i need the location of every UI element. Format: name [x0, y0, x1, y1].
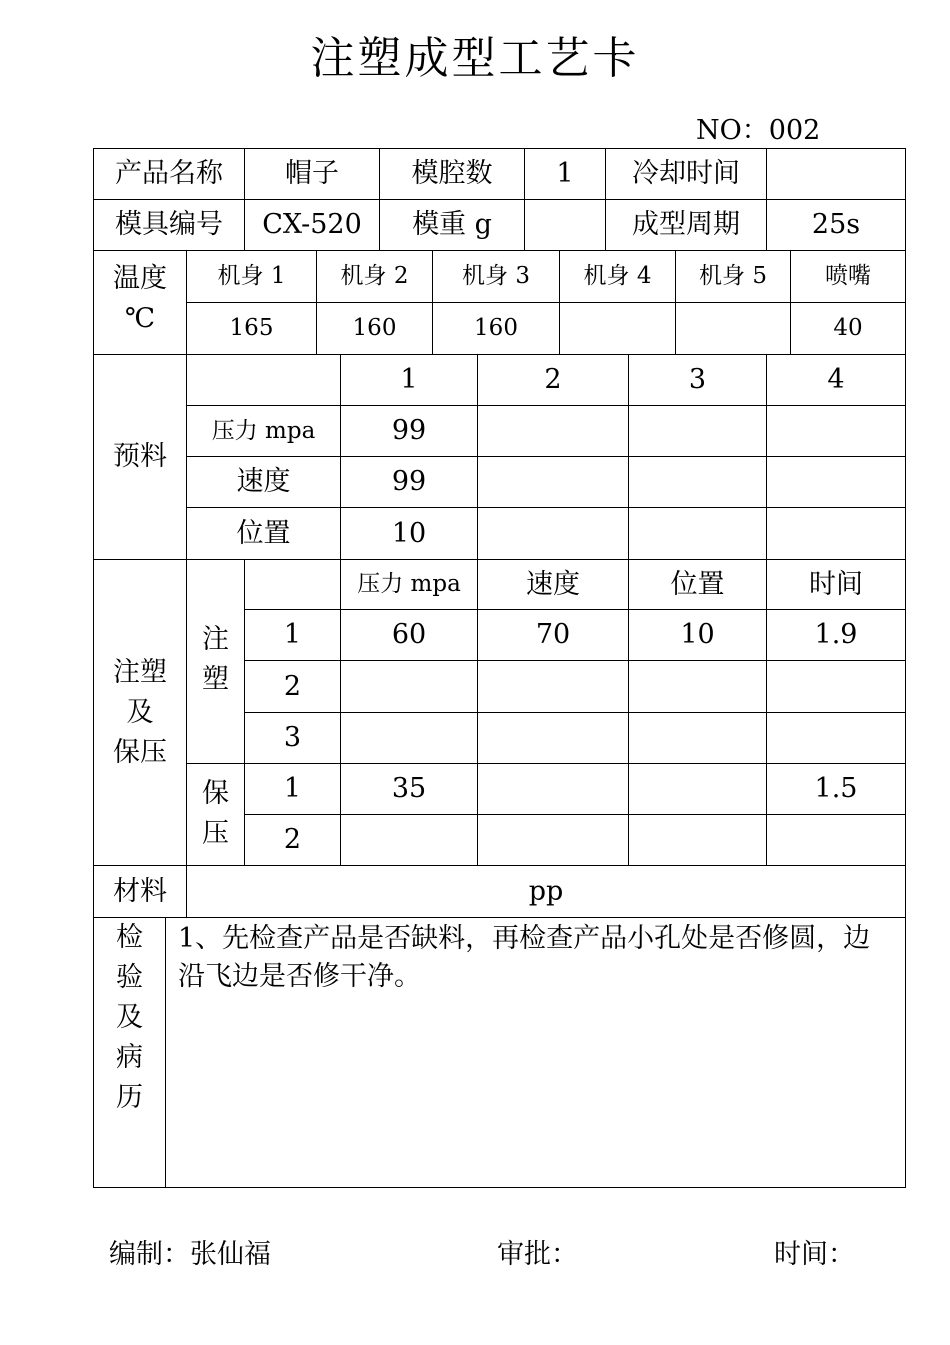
inject-stage-1-pressure: 60 — [340, 609, 478, 661]
cavity-value: 1 — [524, 148, 606, 200]
temp-zone-1-value: 165 — [186, 302, 317, 355]
preload-position-3 — [628, 507, 767, 560]
hold-stage-2-pressure — [340, 814, 478, 866]
cooling-time-value — [766, 148, 906, 200]
hold-stage-2: 2 — [244, 814, 341, 866]
product-name-label: 产品名称 — [93, 148, 245, 200]
injection-sub-label-char-2: 塑 — [202, 664, 229, 695]
injection-speed-header: 速度 — [477, 559, 629, 610]
injection-sub-label-char-1: 注 — [202, 624, 229, 655]
temp-nozzle-value: 40 — [790, 302, 906, 355]
hold-stage-2-time — [766, 814, 906, 866]
temp-zone-4-label: 机身 4 — [559, 250, 676, 303]
hold-stage-2-speed — [477, 814, 629, 866]
preload-pressure-1: 99 — [340, 405, 478, 457]
temperature-unit: ℃ — [124, 303, 156, 334]
holding-sub-label-char-2: 压 — [202, 818, 229, 849]
injection-time-header: 时间 — [766, 559, 906, 610]
injection-position-header: 位置 — [628, 559, 767, 610]
cavity-label: 模腔数 — [379, 148, 525, 200]
inject-stage-2-time — [766, 660, 906, 713]
preload-stage-1-header: 1 — [340, 354, 478, 406]
temp-zone-5-label: 机身 5 — [675, 250, 791, 303]
preload-position-label: 位置 — [186, 507, 341, 560]
preload-speed-4 — [766, 456, 906, 508]
inspection-label-char-1: 检 — [116, 922, 143, 953]
preload-speed-2 — [477, 456, 629, 508]
date-field: 时间： — [774, 1239, 855, 1270]
preload-header-blank — [186, 354, 341, 406]
prepared-by: 编制：张仙福 — [109, 1239, 271, 1270]
preload-pressure-3 — [628, 405, 767, 457]
injection-pressure-header: 压力 mpa — [340, 559, 478, 610]
preload-position-2 — [477, 507, 629, 560]
injection-holding-line-2: 及 — [126, 696, 154, 728]
temp-zone-2-value: 160 — [316, 302, 433, 355]
inject-stage-3: 3 — [244, 712, 341, 764]
inspection-label — [93, 917, 166, 1188]
inject-stage-3-speed — [477, 712, 629, 764]
preload-speed-1: 99 — [340, 456, 478, 508]
material-value: pp — [186, 865, 906, 918]
product-name-value: 帽子 — [244, 148, 380, 200]
page-title: 注塑成型工艺卡 — [310, 33, 640, 84]
preload-speed-3 — [628, 456, 767, 508]
inject-stage-2-speed — [477, 660, 629, 713]
mold-number-label: 模具编号 — [93, 199, 245, 251]
hold-stage-1-speed — [477, 763, 629, 815]
hold-stage-1-time: 1.5 — [766, 763, 906, 815]
temp-zone-5-value — [675, 302, 791, 355]
temp-zone-4-value — [559, 302, 676, 355]
hold-stage-1-position — [628, 763, 767, 815]
inject-stage-2-pressure — [340, 660, 478, 713]
holding-sub-label — [186, 763, 245, 866]
inspection-label-char-5: 历 — [116, 1082, 143, 1113]
temp-zone-3-value: 160 — [432, 302, 560, 355]
inject-stage-1-speed: 70 — [477, 609, 629, 661]
preload-position-4 — [766, 507, 906, 560]
inspection-label-char-4: 病 — [116, 1042, 143, 1073]
material-label: 材料 — [93, 865, 187, 918]
preload-pressure-label: 压力 mpa — [186, 405, 341, 457]
preload-stage-2-header: 2 — [477, 354, 629, 406]
inject-stage-1-position: 10 — [628, 609, 767, 661]
inject-stage-2: 2 — [244, 660, 341, 713]
temp-zone-3-label: 机身 3 — [432, 250, 560, 303]
inject-stage-3-pressure — [340, 712, 478, 764]
inspection-label-char-2: 验 — [116, 962, 143, 993]
injection-holding-label — [93, 559, 187, 866]
cooling-time-label: 冷却时间 — [605, 148, 767, 200]
injection-holding-line-1: 注塑 — [113, 656, 167, 688]
temp-zone-1-label: 机身 1 — [186, 250, 317, 303]
preload-stage-3-header: 3 — [628, 354, 767, 406]
temp-nozzle-label: 喷嘴 — [790, 250, 906, 303]
temp-zone-2-label: 机身 2 — [316, 250, 433, 303]
mold-weight-label: 模重 g — [379, 199, 525, 251]
preload-pressure-4 — [766, 405, 906, 457]
inject-stage-1: 1 — [244, 609, 341, 661]
mold-weight-value — [524, 199, 606, 251]
hold-stage-1-pressure: 35 — [340, 763, 478, 815]
inspection-notes: 1、先检查产品是否缺料，再检查产品小孔处是否修圆，边沿飞边是否修干净。 — [165, 917, 906, 1188]
inspection-label-char-3: 及 — [116, 1002, 143, 1033]
holding-sub-label-char-1: 保 — [202, 778, 229, 809]
preload-position-1: 10 — [340, 507, 478, 560]
injection-header-blank — [244, 559, 341, 610]
inject-stage-3-position — [628, 712, 767, 764]
hold-stage-1: 1 — [244, 763, 341, 815]
approved-by: 审批： — [497, 1239, 578, 1270]
inject-stage-3-time — [766, 712, 906, 764]
document-number: NO：002 — [696, 115, 821, 146]
preload-pressure-2 — [477, 405, 629, 457]
cycle-time-label: 成型周期 — [605, 199, 767, 251]
inject-stage-2-position — [628, 660, 767, 713]
hold-stage-2-position — [628, 814, 767, 866]
temperature-label — [93, 250, 187, 355]
cycle-time-value: 25s — [766, 199, 906, 251]
injection-sub-label — [186, 559, 245, 764]
temperature-label-text: 温度 — [113, 263, 167, 294]
mold-number-value: CX-520 — [244, 199, 380, 251]
inject-stage-1-time: 1.9 — [766, 609, 906, 661]
preload-stage-4-header: 4 — [766, 354, 906, 406]
preload-label: 预料 — [93, 354, 187, 560]
preload-speed-label: 速度 — [186, 456, 341, 508]
injection-holding-line-3: 保压 — [113, 736, 167, 768]
